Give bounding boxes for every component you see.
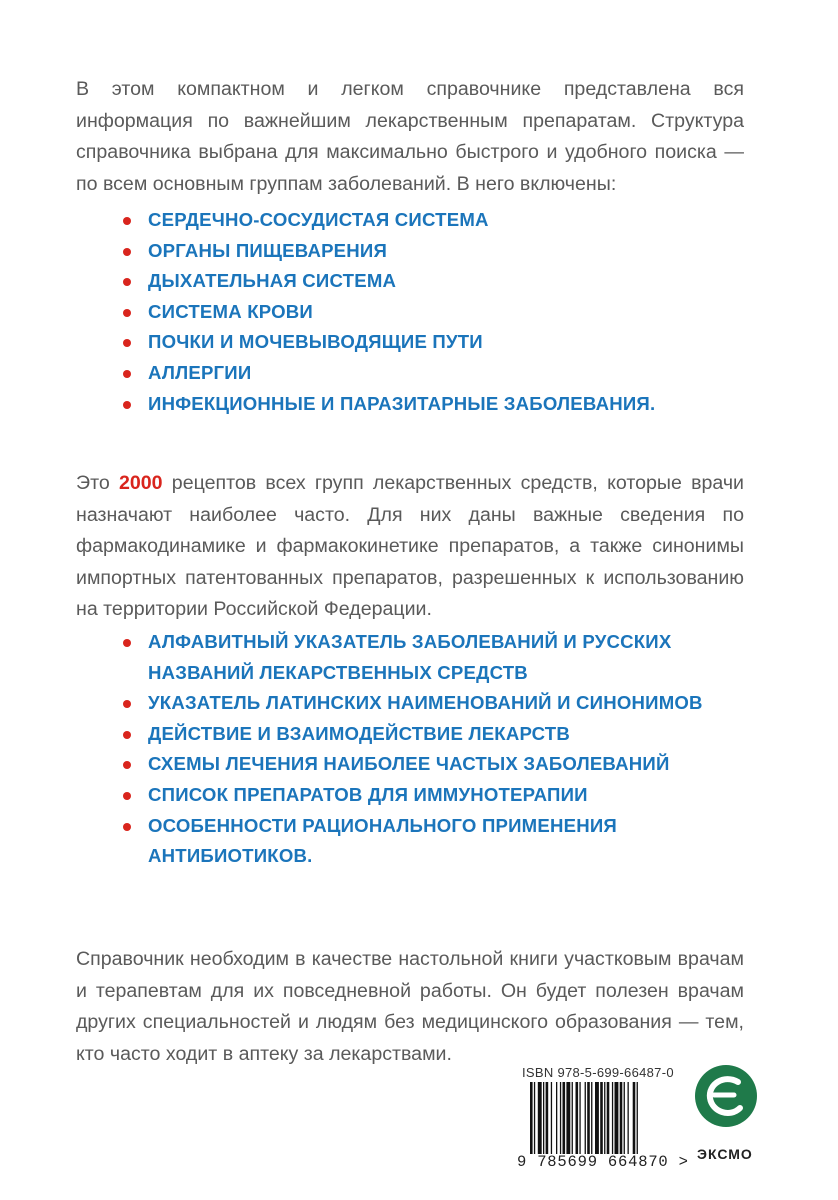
- barcode-bar: [530, 1082, 533, 1154]
- barcode-bar: [566, 1082, 570, 1154]
- barcode-bar: [633, 1082, 636, 1154]
- barcode-icon: [530, 1082, 672, 1154]
- list-item: СПИСОК ПРЕПАРАТОВ ДЛЯ ИММУНОТЕРАПИИ: [120, 780, 740, 811]
- barcode-bar: [628, 1082, 629, 1154]
- list-item: ДЕЙСТВИЕ И ВЗАИМОДЕЙСТВИЕ ЛЕКАРСТВ: [120, 719, 740, 750]
- eksmo-logo-icon: [694, 1064, 758, 1128]
- intro-paragraph: В этом компактном и легком справочнике представлена вся информация по важнейшим лекарственным препаратам. Структура справочника выбрана для максимально быстрого и удобного поиска — по всем основным группам заболеваний. В него включены:: [76, 78, 744, 195]
- barcode-bar: [624, 1082, 625, 1154]
- list-item: ОСОБЕННОСТИ РАЦИОНАЛЬНОГО ПРИМЕНЕНИЯ АНТИБИОТИКОВ.: [120, 811, 740, 872]
- recipes-paragraph: [76, 468, 744, 626]
- barcode-bar: [615, 1082, 619, 1154]
- bullet-dot-icon: [123, 370, 131, 378]
- barcode-bar: [551, 1082, 552, 1154]
- bullet-dot-icon: [123, 639, 131, 647]
- barcode-bar: [612, 1082, 613, 1154]
- barcode-bar: [585, 1082, 586, 1154]
- recipes-text: рецептов всех групп лекарственных средств, которые врачи назначают наиболее часто. Для них даны важные сведения по фармакодинамике и фармакокинетике препаратов, а также синонимы импортных патентованных препаратов, разрешенных к использованию на территории Российской Федерации.: [76, 472, 745, 620]
- barcode-bar: [543, 1082, 544, 1154]
- list-item: УКАЗАТЕЛЬ ЛАТИНСКИХ НАИМЕНОВАНИЙ И СИНОНИМОВ: [120, 688, 740, 719]
- barcode-bar: [604, 1082, 605, 1154]
- barcode-bar: [595, 1082, 599, 1154]
- publisher-name: ЭКСМО: [697, 1146, 753, 1162]
- list-item: СИСТЕМА КРОВИ: [120, 297, 740, 328]
- systems-list: [120, 205, 740, 419]
- features-list: [120, 627, 740, 872]
- list-item: ИНФЕКЦИОННЫЕ И ПАРАЗИТАРНЫЕ ЗАБОЛЕВАНИЯ.: [120, 389, 740, 420]
- barcode-bar: [637, 1082, 638, 1154]
- bullet-dot-icon: [123, 823, 131, 831]
- bullet-dot-icon: [123, 731, 131, 739]
- list-item: ПОЧКИ И МОЧЕВЫВОДЯЩИЕ ПУТИ: [120, 327, 740, 358]
- barcode-bar: [546, 1082, 549, 1154]
- barcode-bar: [576, 1082, 579, 1154]
- bullet-dot-icon: [123, 339, 131, 347]
- bullet-dot-icon: [123, 761, 131, 769]
- list-item: ДЫХАТЕЛЬНАЯ СИСТЕМА: [120, 266, 740, 297]
- barcode-bar: [607, 1082, 610, 1154]
- list-item: АЛЛЕРГИИ: [120, 358, 740, 389]
- bullet-dot-icon: [123, 309, 131, 317]
- bullet-dot-icon: [123, 248, 131, 256]
- barcode-bar: [538, 1082, 542, 1154]
- bullet-dot-icon: [123, 401, 131, 409]
- list-item: АЛФАВИТНЫЙ УКАЗАТЕЛЬ ЗАБОЛЕВАНИЙ И РУССКИХ НАЗВАНИЙ ЛЕКАРСТВЕННЫХ СРЕДСТВ: [120, 627, 740, 688]
- closing-paragraph: Справочник необходим в качестве настольной книги участковым врачам и терапевтам для их повседневной работы. Он будет полезен врачам других специальностей и людям без медицинского образования — тем, кто часто ходит в аптеку за лекарствами.: [76, 948, 744, 1065]
- barcode-bar: [560, 1082, 561, 1154]
- list-item: СЕРДЕЧНО-СОСУДИСТАЯ СИСТЕМА: [120, 205, 740, 236]
- barcode-bar: [572, 1082, 573, 1154]
- list-item: ОРГАНЫ ПИЩЕВАРЕНИЯ: [120, 236, 740, 267]
- recipes-prefix: Это: [76, 472, 110, 494]
- bullet-dot-icon: [123, 700, 131, 708]
- barcode-bar: [556, 1082, 557, 1154]
- barcode-bar: [620, 1082, 623, 1154]
- bullet-dot-icon: [123, 792, 131, 800]
- isbn-label: ISBN 978-5-699-66487-0: [522, 1065, 674, 1080]
- bullet-dot-icon: [123, 278, 131, 286]
- bullet-dot-icon: [123, 217, 131, 225]
- barcode-bar: [591, 1082, 592, 1154]
- barcode-digits: 9 785699 664870 >: [517, 1153, 689, 1171]
- barcode-bar: [600, 1082, 603, 1154]
- list-item: СХЕМЫ ЛЕЧЕНИЯ НАИБОЛЕЕ ЧАСТЫХ ЗАБОЛЕВАНИЙ: [120, 749, 740, 780]
- barcode-bar: [534, 1082, 535, 1154]
- barcode-bar: [587, 1082, 590, 1154]
- recipes-count: 2000: [118, 472, 163, 494]
- barcode-bar: [579, 1082, 580, 1154]
- barcode-bar: [563, 1082, 566, 1154]
